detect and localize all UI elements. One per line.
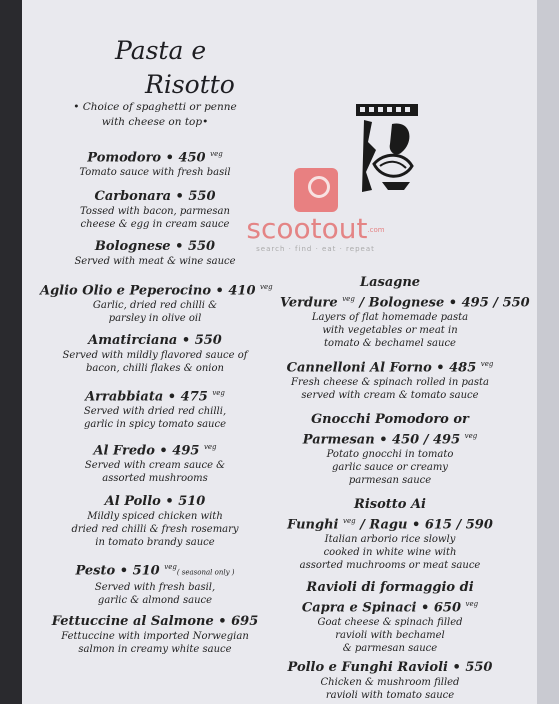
dish-description: with vegetables or meat in [322,325,458,337]
dish-description: garlic in spicy tomato sauce [83,419,227,431]
dish-name-continued [280,513,500,533]
intro-line: • Choice of spaghetti or penne [73,101,237,113]
dish-title: Capra e Spinaci • 650 [301,600,461,616]
dish-title: Cannelloni Al Forno • 485 [286,360,477,376]
dish-description: Fettuccine with imported Norwegian [61,631,249,642]
dish-description: ravioli with tomato sauce [325,690,455,701]
dish-price: 475 [180,389,208,405]
dish-description: cheese & egg in cream sauce [80,219,230,230]
menu-item [40,279,273,325]
dish-description: garlic & almond sauce [97,595,213,607]
dish-title: Al Fredo [93,443,155,459]
dish-description: Potato gnocchi in tomato [326,449,454,461]
dish-title: Amatirciana [88,333,178,348]
dish-price: 695 [231,614,259,629]
dish-price: 550 [194,333,222,348]
dish-description: garlic sauce or creamy [332,462,448,474]
dish-description: assorted muchrooms or meat sauce [299,560,481,572]
dish-name [280,356,500,376]
dish-description: Served with mildly flavored sauce of [62,350,248,361]
dish-name [280,659,500,676]
dish-description: Goat cheese & spinach filled [317,617,463,629]
veg-marker: veg [203,443,217,451]
menu-item [40,559,270,607]
dish-title: Verdure [280,295,338,311]
menu-item [40,238,270,268]
menu-item [280,274,530,350]
dish-price: 450 [178,150,206,166]
menu-item [40,613,270,656]
menu-item [40,146,270,179]
dish-name: Arrabbiata • 475 $^{veg}$ [85,389,225,405]
dish-description: assorted mushrooms [102,473,208,485]
dish-price: 510 [132,563,160,579]
dish-title: Arrabbiata [85,389,164,405]
dish-description: Served with meat & wine sauce [74,256,236,267]
veg-marker: veg [465,600,479,608]
dish-description: Chicken & mushroom filled [320,677,460,688]
dish-description: parsley in olive oil [108,313,202,325]
veg-marker: veg [480,360,494,368]
dish-description: Layers of flat homemade pasta [311,312,469,324]
menu-item [40,439,270,485]
dish-description: served with cream & tomato sauce [301,390,479,402]
dish-name [280,411,500,428]
dish-name [280,579,500,596]
watermark-tagline: search · find · eat · repeat [256,245,375,253]
menu-item [280,411,500,487]
dish-description: & parmesan sauce [342,643,438,655]
dish-price: / Ragu • 615 / 590 [360,517,493,533]
dish-price: / Bolognese • 495 / 550 [359,295,530,311]
menu-item [280,579,500,655]
dish-description: bacon, chilli flakes & onion [86,363,224,374]
dish-name: Aglio Olio e Peperocino • 410 $^{veg}$ [40,283,273,299]
veg-marker: veg [464,432,478,440]
veg-marker: veg [210,150,223,158]
dish-name: Al Pollo • 510 [104,494,206,509]
dish-description: Served with dried red chilli, [83,406,227,418]
menu-item [40,188,270,231]
dish-title: Ravioli di formaggio di [306,580,474,595]
dish-name-continued [280,428,500,448]
veg-marker: veg [164,563,177,571]
dish-title: Bolognese [94,239,171,254]
veg-marker: veg [212,389,225,397]
dish-title: Aglio Olio e Peperocino [40,283,211,299]
dish-name-continued [280,596,500,616]
dish-name: Bolognese • 550 [94,239,216,254]
menu-item [40,385,270,431]
dish-title: Risotto Ai [354,497,426,512]
dish-price: 550 [188,189,216,204]
dish-name: Pomodoro • 450 $^{veg}$ [87,150,223,166]
menu-item [280,356,500,402]
dish-name: Fettuccine al Salmone • 695 [51,614,259,629]
veg-marker: veg [342,295,355,303]
dish-description: Garlic, dried red chilli & [92,300,218,312]
dish-name-continued [280,291,530,311]
dish-price: 550 [187,239,216,254]
dish-price: 510 [178,494,206,509]
dish-description: cooked in white wine with [323,547,457,559]
page-edge [537,0,559,704]
dish-name [280,496,500,513]
dish-description: in tomato brandy sauce [95,537,215,548]
dish-description: parmesan sauce [348,475,432,487]
dish-title: Parmesan • 450 / 495 [302,432,461,448]
dish-title: Pomodoro [87,150,162,166]
dish-title: Lasagne [359,275,421,290]
dish-name: Al Fredo • 495 $^{veg}$ [93,443,217,459]
dish-description: Tomato sauce with fresh basil [79,167,231,179]
dish-price: 410 [228,283,256,299]
dish-title: Al Pollo [104,494,161,509]
dish-title: Funghi [287,517,339,533]
dish-description: Italian arborio rice slowly [324,534,456,546]
dish-description: salmon in creamy white sauce [78,644,232,655]
veg-marker: veg [343,517,356,525]
location-pin-icon [294,168,338,212]
title-line-1: Pasta e [115,36,207,65]
dish-name [280,274,500,291]
intro-note [60,100,250,130]
dish-description: dried red chilli & fresh rosemary [71,524,239,535]
dish-name: Carbonara • 550 [94,189,216,204]
dish-description: tomato & bechamel sauce [324,338,456,350]
dish-description: Served with fresh basil, [94,582,216,594]
title-line-2: Risotto [145,70,235,99]
dish-description: Served with cream sauce & [84,460,226,472]
watermark-brand: scootout [246,212,368,245]
dish-description: ravioli with bechamel [335,630,445,642]
veg-marker: veg [260,283,273,291]
dish-title: Pesto [75,563,116,579]
menu-item [40,493,270,549]
dish-title: Carbonara [94,189,171,204]
dish-name: Pesto • 510 $^{veg}$( seasonal only ) [75,563,235,579]
menu-item [280,659,500,702]
dish-description: Tossed with bacon, parmesan [80,206,230,217]
dish-description: Fresh cheese & spinach rolled in pasta [291,377,489,389]
watermark-suffix: .com [367,226,385,234]
menu-item [280,496,500,572]
dish-title: Fettuccine al Salmone [51,614,214,629]
dish-name: Amatirciana • 550 [88,333,222,348]
dish-description: Mildly spiced chicken with [87,511,223,522]
menu-item [40,332,270,375]
dish-title: Pollo e Funghi Ravioli • 550 [287,660,493,675]
dish-title: Gnocchi Pomodoro or [311,412,469,427]
intro-line: with cheese on top• [101,116,209,128]
dish-note: ( seasonal only ) [176,568,235,577]
dish-price: 495 [172,443,200,459]
